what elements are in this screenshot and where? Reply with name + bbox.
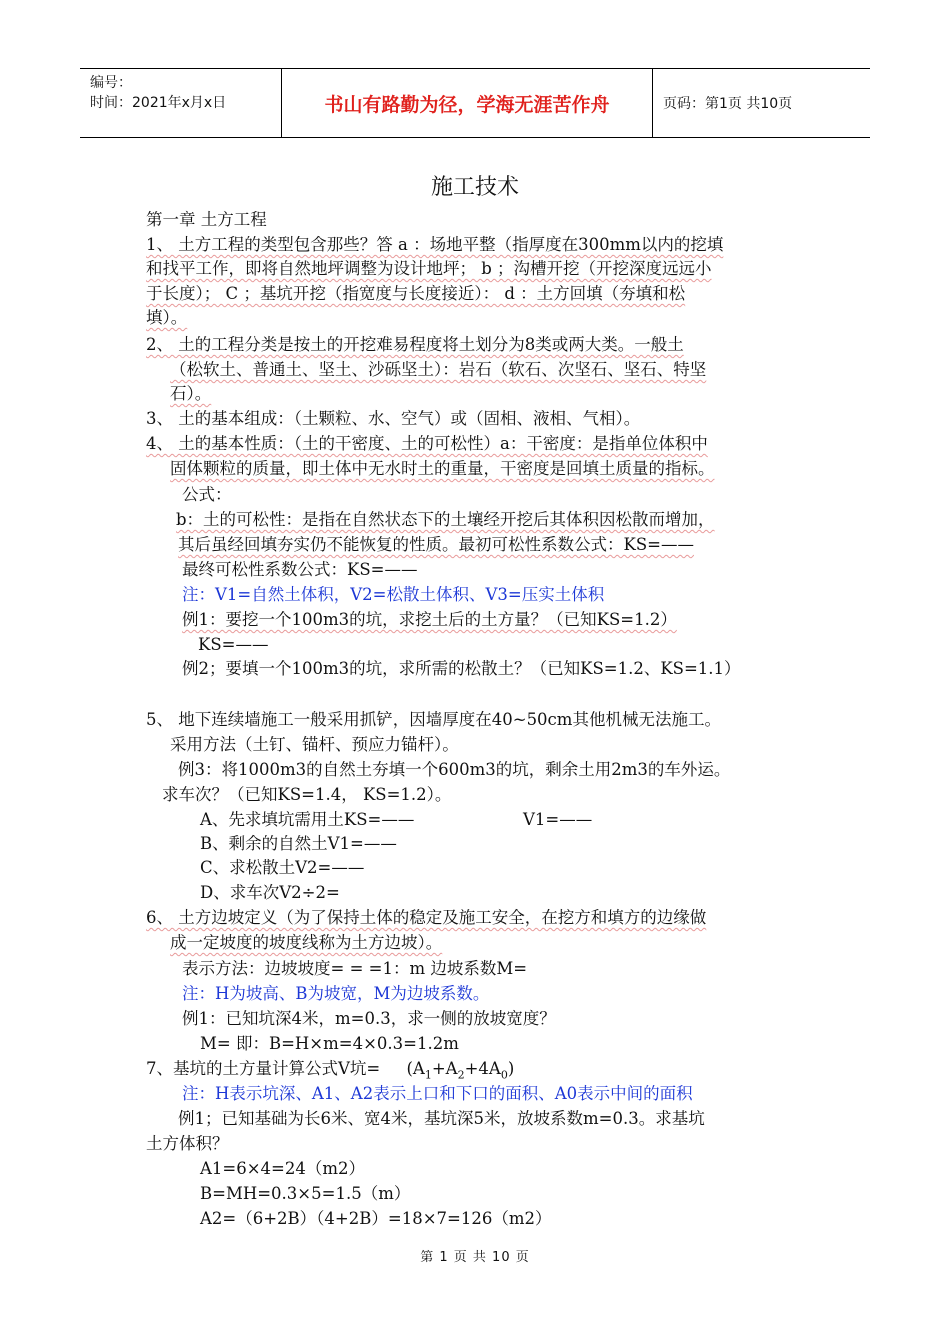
text-line: 例2；要填一个100m3的坑，求所需的松散土？（已知KS=1.2、KS=1.1） [182,659,741,678]
text-line: B、剩余的自然土V1=—— [200,834,397,853]
text-line: 1、 土方工程的类型包含那些？答 a ：场地平整（指厚度在300mm以内的挖填 [146,235,724,254]
text-line: 6、 土方边坡定义（为了保持土体的稳定及施工安全，在挖方和填方的边缘做 [146,908,707,927]
text-line: A1=6×4=24（m2） [200,1159,366,1178]
note-line: 注：H表示坑深、A1、A2表示上口和下口的面积、A0表示中间的面积 [182,1084,693,1103]
text-line: 和找平工作，即将自然地坪调整为设计地坪； b ；沟槽开挖（开挖深度远远小 [146,259,712,278]
header-meta [80,69,281,137]
text-line: 例1；已知基础为长6米、宽4米，基坑深5米，放坡系数m=0.3。求基坑 [178,1109,705,1128]
text-line: 采用方法（土钉、锚杆、预应力锚杆）。 [170,735,459,754]
formula-part: ) [507,1059,515,1078]
formula-text: 7、基坑的土方量计算公式V坑= [146,1059,381,1078]
text-line: 填）。 [146,308,188,327]
text-line: 3、 土的基本组成：（土颗粒、水、空气）或（固相、液相、气相）。 [146,409,641,428]
text-line: （松软土、普通土、坚土、沙砾坚土）：岩石（软石、次坚石、坚石、特坚 [170,360,707,379]
formula-sub: 0 [500,1068,508,1082]
note-line: 注：V1=自然土体积，V2=松散土体积、V3=压实土体积 [182,585,605,604]
note-line: 注：H为坡高、B为坡宽，M为边坡系数。 [182,984,490,1003]
header-motto: 书山有路勤为径，学海无涯苦作舟 [281,69,653,137]
text-line: 固体颗粒的质量，即土体中无水时土的重量，干密度是回填土质量的指标。 [170,459,715,478]
text-line: 于长度）； C ；基坑开挖（指宽度与长度接近）： d ：土方回填（夯填和松 [146,284,686,303]
formula-sub: 2 [457,1068,465,1082]
formula-part: +A [431,1059,458,1078]
document-date: 时间：2021年x月x日 [90,95,227,111]
page-footer: 第 1 页 共 10 页 [420,1250,530,1265]
text-line: V1=—— [523,810,593,829]
text-line: 土方体积？ [146,1134,229,1153]
text-line: 例3：将1000m3的自然土夯填一个600m3的坑，剩余土用2m3的车外运。 [178,760,731,779]
text-line: 石）。 [170,384,212,403]
formula-part: (A [406,1059,425,1078]
text-line: KS=—— [198,635,269,654]
document-title: 施工技术 [430,175,519,200]
text-line: 表示方法：边坡坡度= = =1：m 边坡系数M= [182,959,528,978]
text-line: 公式： [182,485,232,504]
formula-sub: 1 [424,1068,432,1082]
text-line: 5、 地下连续墙施工一般采用抓铲，因墙厚度在40~50cm其他机械无法施工。 [146,710,721,729]
text-line: 4、 土的基本性质：（土的干密度、土的可松性）a：干密度：是指单位体积中 [146,434,708,453]
text-line: 其后虽经回填夯实仍不能恢复的性质。最初可松性系数公式：KS=—— [178,535,694,554]
text-line: A、先求填坑需用土KS=—— [200,810,415,829]
text-line: A2=（6+2B）（4+2B）=18×7=126（m2） [200,1209,552,1228]
header-page-info: 页码：第1页 共10页 [663,96,793,112]
text-line: 成一定坡度的坡度线称为土方边坡）。 [170,933,443,952]
text-line: 求车次？（已知KS=1.4， KS=1.2）。 [162,785,452,804]
formula-part: +4A [464,1059,501,1078]
text-line: 例1：要挖一个100m3的坑，求挖土后的土方量？（已知KS=1.2） [182,610,677,629]
text-line: 最终可松性系数公式：KS=—— [182,560,418,579]
text-line: D、求车次V2÷2= [200,883,340,902]
chapter-heading: 第一章 土方工程 [146,210,267,229]
text-line: B=MH=0.3×5=1.5（m） [200,1184,411,1203]
text-line: 例1：已知坑深4米，m=0.3，求一侧的放坡宽度？ [182,1009,556,1028]
text-line: C、求松散土V2=—— [200,858,365,877]
text-line: 2、 土的工程分类是按土的开挖难易程度将土划分为8类或两大类。一般土 [146,335,684,354]
text-line: b：土的可松性：是指在自然状态下的土壤经开挖后其体积因松散而增加， [176,510,715,529]
document-number-label: 编号： [90,75,132,91]
page-header [80,68,870,138]
text-line: M= 即：B=H×m=4×0.3=1.2m [200,1034,459,1053]
